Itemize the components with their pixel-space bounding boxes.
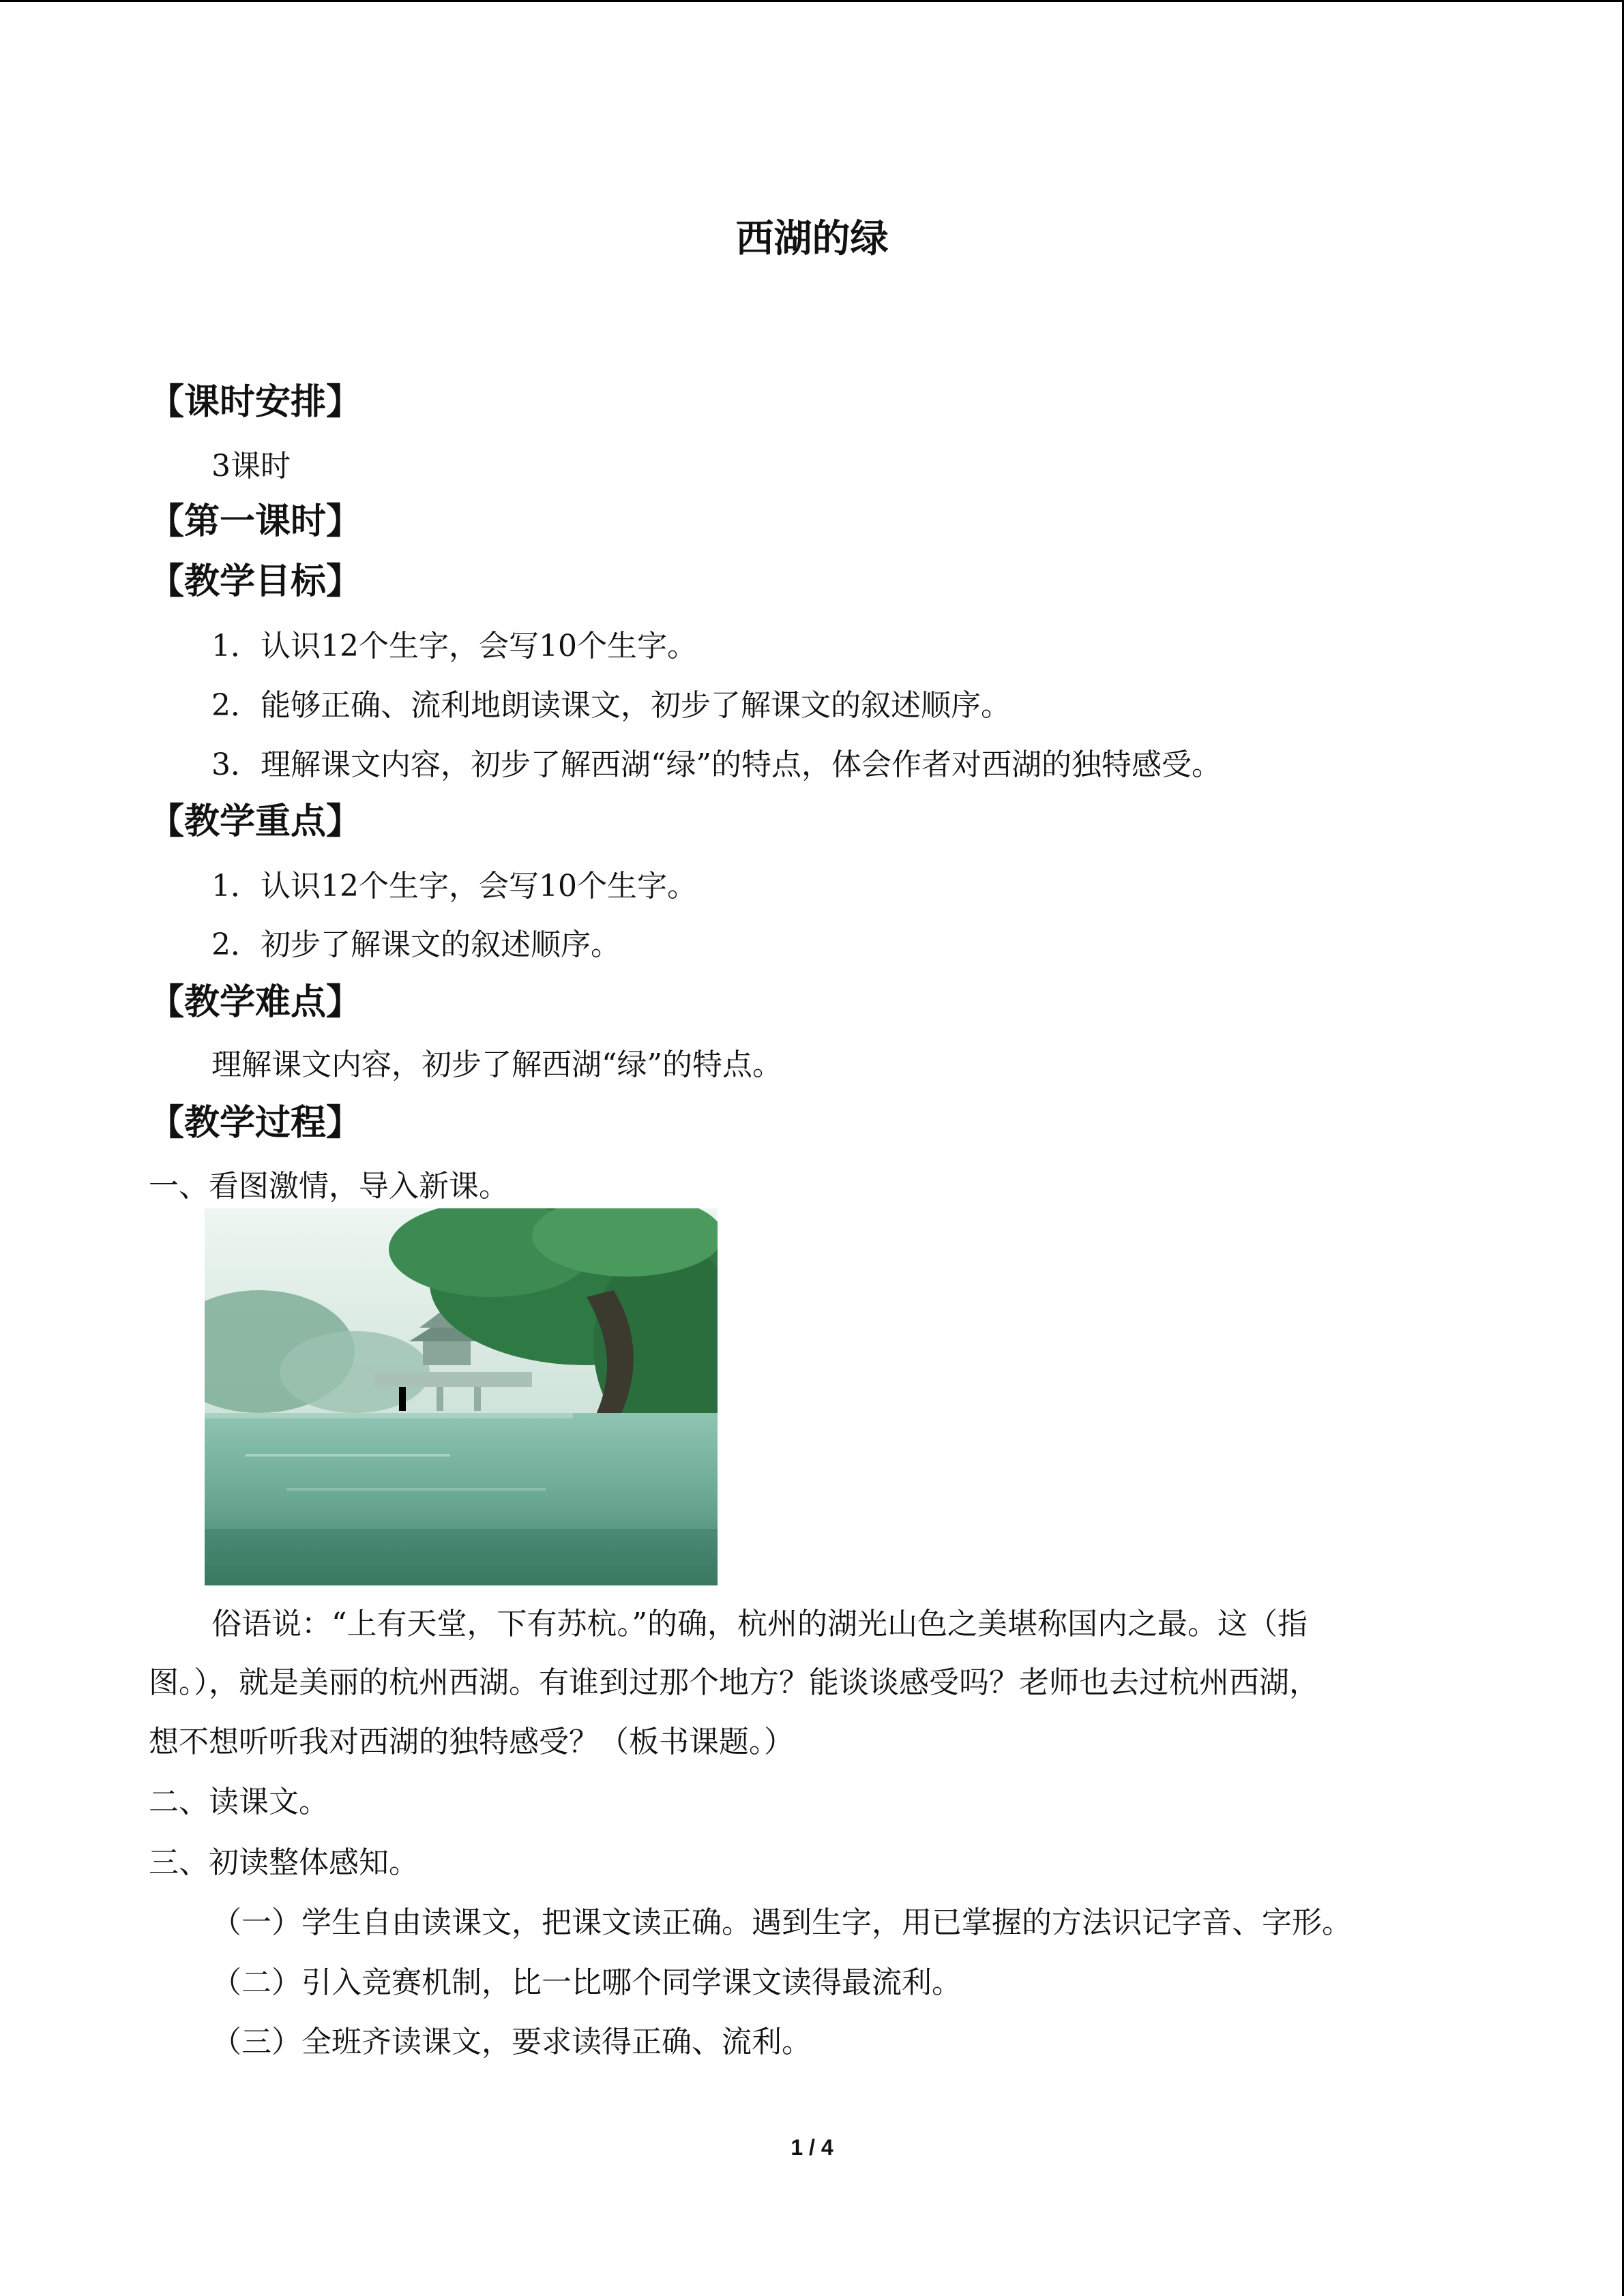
paragraph-line: 图。），就是美丽的杭州西湖。有谁到过那个地方？能谈谈感受吗？老师也去过杭州西湖，: [149, 1665, 1319, 1700]
goal-item: 1．认识12个生字，会写10个生字。: [211, 629, 697, 664]
process-heading: 【教学过程】: [149, 1102, 362, 1144]
paragraph-line: 俗语说：“上有天堂，下有苏杭。”的确，杭州的湖光山色之美堪称国内之最。这（指: [211, 1607, 1308, 1641]
substep-item: （二）引入竞赛机制，比一比哪个同学课文读得最流利。: [211, 1965, 962, 2000]
key-point-item: 1．认识12个生字，会写10个生字。: [211, 869, 697, 904]
paragraph-line: 想不想听听我对西湖的独特感受？（板书课题。）: [149, 1725, 794, 1759]
difficulty-heading: 【教学难点】: [149, 981, 362, 1023]
process-step-1: 一、看图激情，导入新课。: [149, 1169, 509, 1204]
west-lake-photo-icon: [205, 1208, 718, 1585]
lesson1-heading: 【第一课时】: [149, 501, 362, 542]
schedule-text: 3课时: [211, 449, 291, 483]
page-indicator: 1 / 4: [791, 2135, 833, 2160]
top-border: [0, 0, 1624, 2]
difficulty-text: 理解课文内容，初步了解西湖“绿”的特点。: [211, 1047, 782, 1082]
goal-item: 3．理解课文内容，初步了解西湖“绿”的特点，体会作者对西湖的独特感受。: [211, 747, 1222, 782]
goal-item: 2．能够正确、流利地朗读课文，初步了解课文的叙述顺序。: [211, 688, 1011, 723]
document-title: 西湖的绿: [735, 216, 889, 261]
process-step-2: 二、读课文。: [149, 1785, 329, 1819]
process-step-3: 三、初读整体感知。: [149, 1845, 419, 1880]
goals-heading: 【教学目标】: [149, 561, 362, 602]
key-point-item: 2．初步了解课文的叙述顺序。: [211, 927, 621, 962]
substep-item: （三）全班齐读课文，要求读得正确、流利。: [211, 2025, 812, 2059]
schedule-heading: 【课时安排】: [149, 381, 362, 423]
substep-item: （一）学生自由读课文，把课文读正确。遇到生字，用已掌握的方法识记字音、字形。: [211, 1905, 1352, 1940]
key-points-heading: 【教学重点】: [149, 801, 362, 842]
